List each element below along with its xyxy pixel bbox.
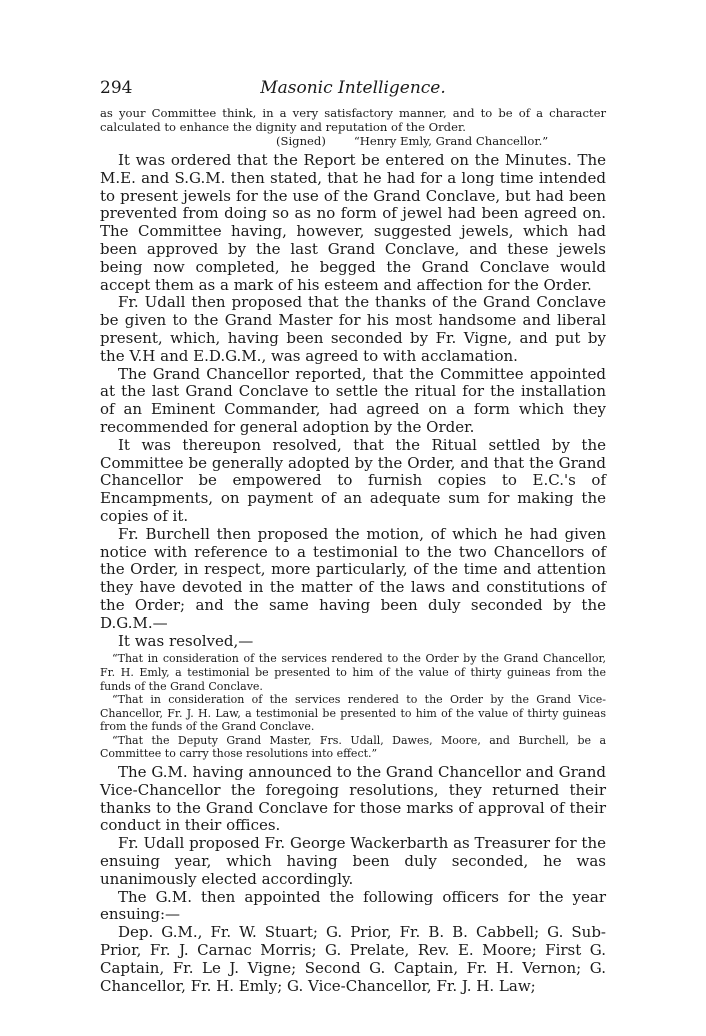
paragraph-officers-list: Dep. G.M., Fr. W. Stuart; G. Prior, Fr. B. B. Cabbell; G. Sub-Prior, Fr. J. Carnac Morris; G. Prelate, Rev. E. Moore; First G. Captain, Fr. Le J. Vigne; Second G. Captain, Fr. H. Vernon; G. Chancellor, Fr. H. Emly; G. Vice-Chancellor, Fr. J. H. Law; [100, 923, 606, 995]
resolution-vice-chancellor: “That in consideration of the services rendered to the Order by the Grand Vice-Chancellor, Fr. J. H. Law, a testimonial be presented to him of the value of thirty guineas from the funds of the Grand Conclave. [100, 693, 606, 734]
paragraph-thanks: Fr. Udall then proposed that the thanks of the Grand Conclave be given to the Grand Master for his most handsome and liberal present, which, having been seconded by Fr. Vigne, and put by the V.H and E.D.G.M., was agreed to with acclamation. [100, 293, 606, 365]
paragraph-resolved: It was resolved,— [118, 631, 254, 650]
page-number: 294 [100, 78, 133, 98]
resolution-committee: “That the Deputy Grand Master, Frs. Udall, Dawes, Moore, and Burchell, be a Committee to carry those resolutions into effect.” [100, 733, 606, 761]
paragraph-jewels: It was ordered that the Report be entered on the Minutes. The M.E. and S.G.M. then stated, that he had for a long time intended to present jewels for the use of the Grand Conclave, but had been prevented from doing so as no form of jewel had been agreed on. The Committee having, however, suggested jewels, which had been approved by the last Grand Conclave, and these jewels being now completed, he begged the Grand Conclave would accept them as a mark of his esteem and affection for the Order. [100, 151, 606, 294]
signature: “Henry Emly, Grand Chancellor.” [353, 134, 549, 148]
resolution-chancellor: “That in consideration of the services rendered to the Order by the Grand Chancellor, Fr. H. Emly, a testimonial be presented to him of the value of thirty guineas from the funds of the Grand Conclave. [100, 652, 606, 693]
signed-label: (Signed) [276, 134, 326, 148]
signature-line [276, 134, 606, 148]
paragraph-ritual-report: The Grand Chancellor reported, that the Committee appointed at the last Grand Conclave to settle the ritual for the installation of an Eminent Commander, had agreed on a form which they recommended for general adoption by the Order. [100, 364, 606, 436]
document-page [100, 78, 606, 995]
paragraph-treasurer: Fr. Udall proposed Fr. George Wackerbarth as Treasurer for the ensuing year, which having been duly seconded, he was unanimously elected accordingly. [100, 834, 606, 888]
page-header [100, 78, 606, 106]
paragraph-chancellors-thanks: The G.M. having announced to the Grand Chancellor and Grand Vice-Chancellor the foregoing resolutions, they returned their thanks to the Grand Conclave for those marks of approval of their conduct in their offices. [100, 763, 606, 835]
running-title: Masonic Intelligence. [260, 78, 446, 98]
paragraph-testimonial-motion: Fr. Burchell then proposed the motion, of which he had given notice with reference to a testimonial to the two Chancellors of the Order, in respect, more particularly, of the time and attention they have devoted in the matter of the laws and constitutions of the Order; and the same having been duly seconded by the D.G.M.— [100, 524, 606, 632]
paragraph-officers-intro: The G.M. then appointed the following officers for the year ensuing:— [100, 887, 606, 924]
committee-report-continuation: as your Committee think, in a very satisfactory manner, and to be of a character calculated to enhance the dignity and reputation of the Order. [100, 106, 606, 134]
paragraph-ritual-resolution: It was thereupon resolved, that the Ritual settled by the Committee be generally adopted by the Order, and that the Grand Chancellor be empowered to furnish copies to E.C.'s of Encampments, on payment of an adequate sum for making the copies of it. [100, 435, 606, 525]
